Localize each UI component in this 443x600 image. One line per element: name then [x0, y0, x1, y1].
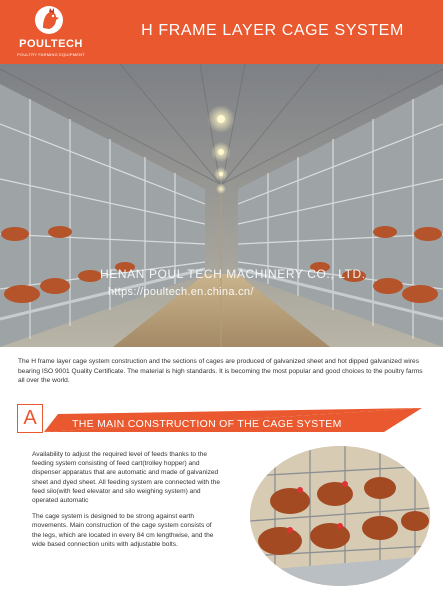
hero-photo [0, 64, 443, 347]
poultry-house-illustration [0, 64, 443, 347]
brand-name: POULTECH [19, 38, 83, 50]
watermark-company: HENAN POUL TECH MACHINERY CO., LTD. [100, 267, 366, 281]
section-badge: A [17, 404, 43, 433]
watermark-url: https://poultech.en.china.cn/ [108, 286, 254, 298]
body-paragraph-2: The cage system is designed to be strong against earth movements. Main construction of the cage system consists of the legs, which are located in every 84 cm lengthwise, and the wide based connection units with adjustable bolts. [32, 513, 214, 548]
header-bar [0, 0, 443, 64]
hens-in-cage-illustration [250, 446, 430, 586]
hens-photo [250, 446, 430, 586]
brand-logo [6, 4, 96, 60]
section-title: THE MAIN CONSTRUCTION OF THE CAGE SYSTEM [72, 418, 342, 430]
body-paragraph-1: Availability to adjust the required level of feeds thanks to the feeding system consisting of feed cart(trolley hopper) and dispenser apparatus that are automatic and made of galvanized sheet and dyed sheet. All feeding system are connected with the feed silo(with feed elevator and silo weighing system) and operated automatic [32, 451, 221, 505]
section-body [32, 450, 222, 556]
page-title: H FRAME LAYER CAGE SYSTEM [141, 22, 404, 39]
intro-paragraph: The H frame layer cage system construction and the sections of cages are produced of galvanized sheet and hot dipped galvanized wires bearing ISO 9001 Quality Certificate. The material is high standards. It is becoming the most popular and good choices to the poultry farms all over the world. [18, 358, 423, 385]
rooster-icon [34, 4, 64, 36]
brand-tagline: POULTRY FARMING EQUIPMENT [17, 52, 85, 57]
